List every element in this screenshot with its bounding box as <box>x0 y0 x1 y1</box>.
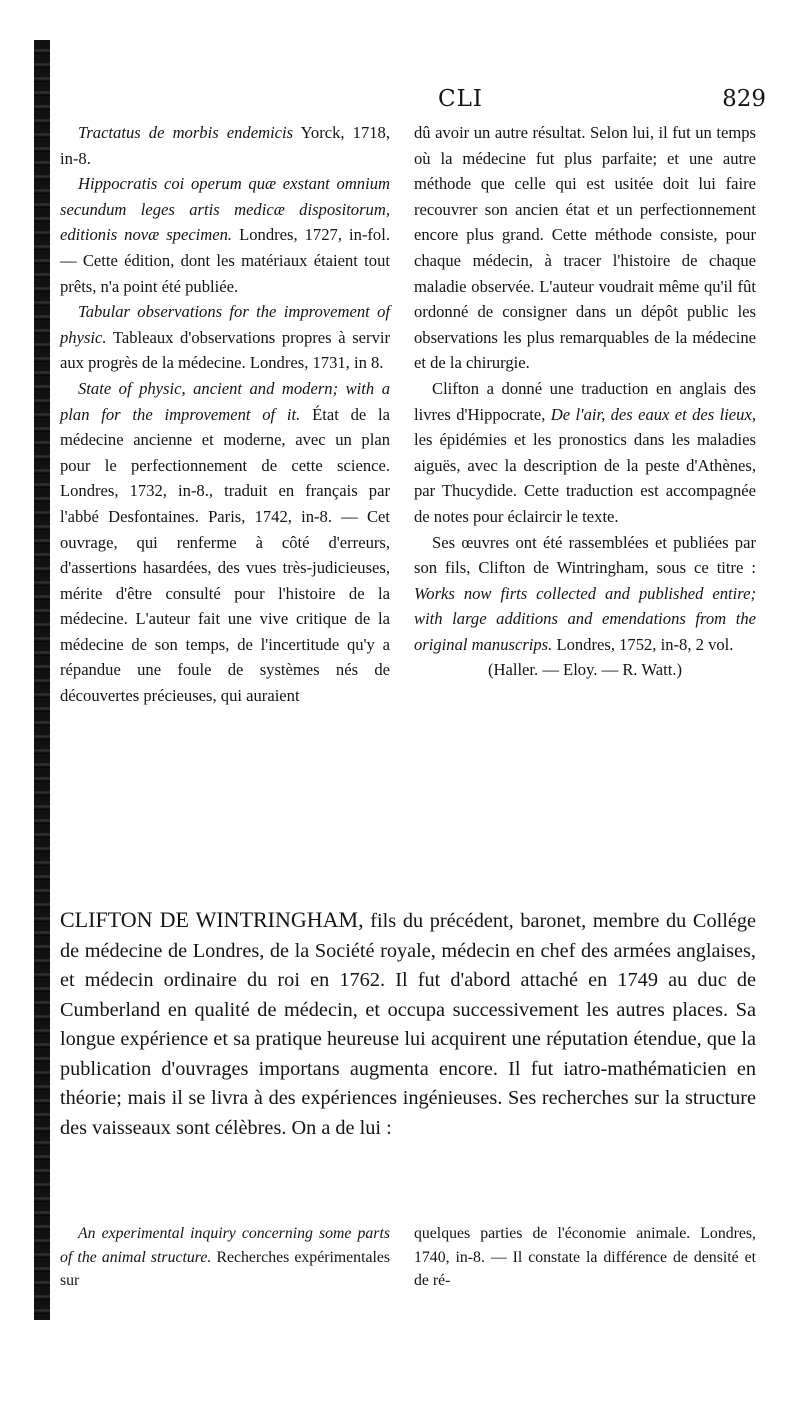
entry-text: Ses œuvres ont été rassemblées et publiées par son fils, Clifton de Wintringham, sous ce titre : <box>414 532 756 578</box>
main-entry <box>60 905 756 1143</box>
bibliography-entry <box>60 1222 390 1293</box>
entry-text: Londres, 1727, in-fol. — Cette édition, dont les matériaux étaient tout prêts, n'a point été publiée. <box>60 225 390 296</box>
entry-text: Clifton a donné une traduction en anglais des livres d'Hippocrate, <box>414 378 756 424</box>
entry-text: Tableaux d'observations propres à servir aux progrès de la médecine. Londres, 1731, in 8. <box>60 327 390 373</box>
bibliography-entry <box>60 376 390 709</box>
work-title: Tractatus de morbis endemicis <box>78 123 294 142</box>
left-column <box>60 120 390 709</box>
source-citation: (Haller. — Eloy. — R. Watt.) <box>487 660 683 680</box>
work-title: Tabular observations for the improvement of physic. <box>60 302 390 347</box>
page-number: 829 <box>722 86 766 112</box>
right-column <box>414 120 756 683</box>
work-title: Works now firts collected and published entire; with large additions and emendations from the original manuscrips. <box>414 583 756 654</box>
entry-text: fils du précédent, baronet, membre du Collége de médecine de Londres, de la Société royale, médecin en chef des armées anglaises, et médecin ordinaire du roi en 1762. Il fut d'abord attaché en 1749 au duc de Cumberland en qualité de médecin, et occupa successivement les autres places. Sa longue expérience et sa pratique heureuse lui acquirent une réputation étendue, que la publication d'ouvrages importans augmenta encore. Il fut iatro-mathématicien en théorie; mais il se livra à des expériences ingénieuses. Ses recherches sur la structure des vaisseaux sont célèbres. On a de lui : <box>60 910 756 1139</box>
entry-text: Yorck, 1718, in-8. <box>60 123 390 168</box>
entry-continuation: dû avoir un autre résultat. Selon lui, il fut un temps où la médecine fut plus parfaite; et une autre méthode que celle qui est usitée doit lui faire recouvrer son ancien état et un perfectionnement encore plus grand. Cette méthode consiste, pour chaque médecin, à tracer l'histoire de chaque maladie observée. L'auteur voudrait même qu'il fût ordonné de consigner dans un dépôt public les observations les plus remarquables de la médecine et de la chirurgie. <box>414 123 756 373</box>
work-title: De l'air, des eaux et des lieux, <box>550 404 756 424</box>
bibliography-entry <box>60 120 390 171</box>
bottom-right-column <box>414 1222 756 1293</box>
entry-text: Londres, 1752, in-8, 2 vol. <box>552 634 734 654</box>
entry-text: État de la médecine ancienne et moderne, avec un plan pour le perfectionnement de cette science. Londres, 1732, in-8., traduit en français par l'abbé Desfontaines. Paris, 1742, in-8. — Cet ouvrage, qui renferme à côté d'erreurs, d'assertions hasardées, des vues très-judicieuses, mérite d'être consulté pour l'histoire de la médecine. L'auteur fait une vive critique de la médecine de son temps, de l'incertitude qu'y a répandue une foule de systèmes nés de découvertes précieuses, qui auraient <box>60 404 390 706</box>
page-binding-edge <box>34 40 50 1320</box>
entry-name: CLIFTON DE WINTRINGHAM, <box>60 907 364 932</box>
work-title: State of physic, ancient and modern; with a plan for the improvement of it. <box>60 378 390 424</box>
biography-paragraph <box>60 905 756 1143</box>
entry-continuation: quelques parties de l'économie animale. Londres, 1740, in-8. — Il constate la différence de densité et de ré- <box>414 1225 756 1289</box>
bibliography-entry <box>60 299 390 376</box>
work-title: Hippocratis coi operum quæ exstant omnium secundum leges artis medicæ dispositorum, editionis novæ specimen. <box>60 174 390 245</box>
bibliography-entry <box>60 171 390 299</box>
entry-text: les épidémies et les pronostics dans les maladies aiguës, avec la description de la peste d'Athènes, par Thucydide. Cette traduction est accompagnée de notes pour éclaircir le texte. <box>414 430 756 526</box>
bibliography-entry <box>414 376 756 530</box>
bibliography-entry <box>414 530 756 658</box>
running-head <box>60 86 766 120</box>
entry-text: Recherches expérimentales sur <box>60 1248 391 1289</box>
section-title: CLI <box>438 86 483 112</box>
bottom-left-column <box>60 1222 390 1293</box>
work-title: An experimental inquiry concerning some parts of the animal structure. <box>60 1225 390 1266</box>
